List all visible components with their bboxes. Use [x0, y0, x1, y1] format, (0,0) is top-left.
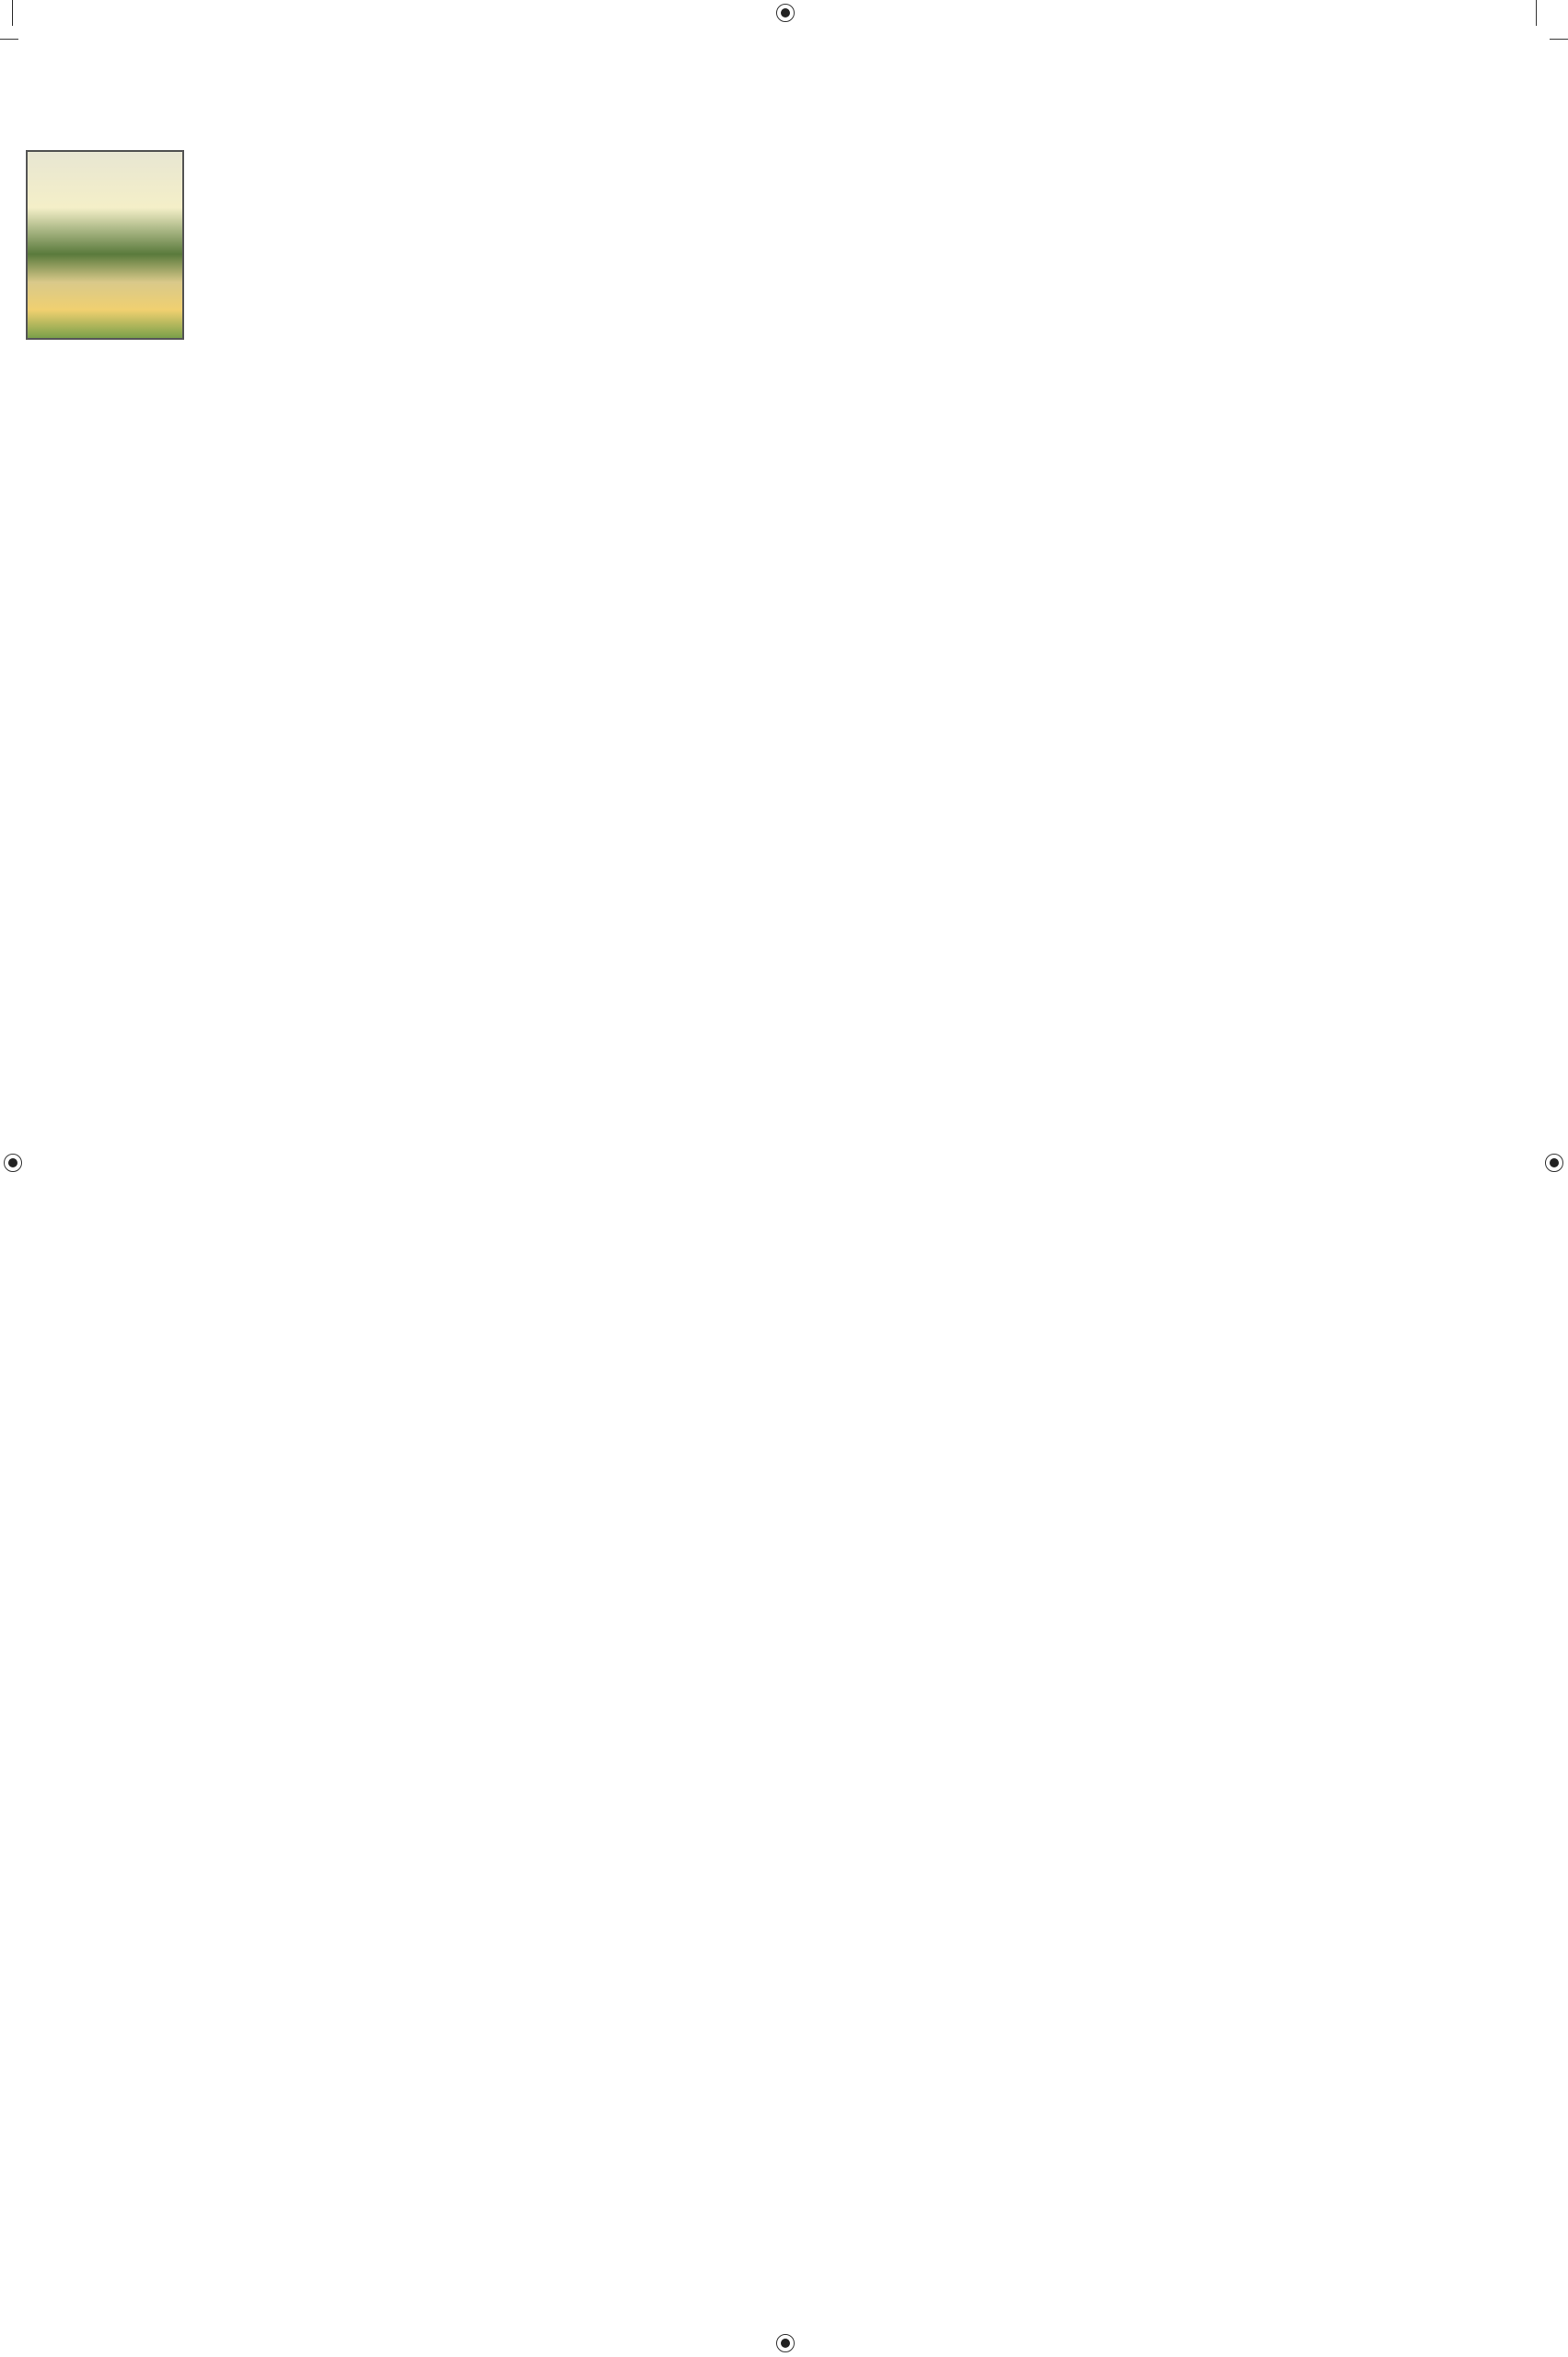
crop-mark [1536, 0, 1537, 26]
crop-mark [1550, 39, 1568, 40]
crop-mark [12, 0, 13, 26]
registration-mark [776, 2334, 795, 2352]
registration-mark [776, 4, 795, 22]
registration-mark [1545, 1154, 1563, 1172]
registration-mark [4, 1154, 22, 1172]
crop-mark [0, 39, 18, 40]
